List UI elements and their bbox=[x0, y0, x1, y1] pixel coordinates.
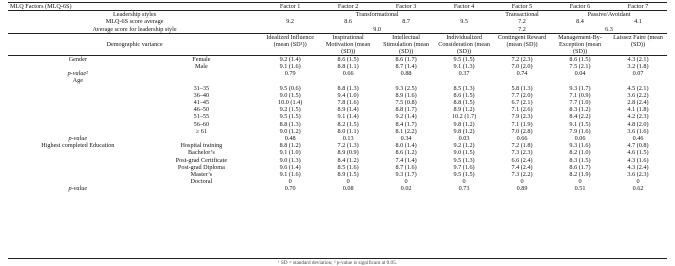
cell: 4.3 (1.6) bbox=[627, 156, 649, 164]
row-label: MLQ-6S score average bbox=[105, 18, 164, 26]
row-label: Female bbox=[192, 55, 211, 63]
cell: 0.73 bbox=[458, 185, 470, 193]
cell: 9.1 (1.6) bbox=[279, 171, 301, 179]
row-label: Master’s bbox=[190, 171, 213, 179]
cell: 8.8 (1.7) bbox=[395, 106, 417, 114]
cell: 9.2 (1.4) bbox=[395, 113, 417, 121]
cell: 7.2 (1.8) bbox=[511, 142, 533, 150]
table-row bbox=[8, 63, 667, 70]
cell: 7.9 (1.6) bbox=[569, 127, 591, 135]
cell: 3.6 (2.2) bbox=[627, 91, 649, 99]
table-row bbox=[8, 157, 667, 164]
cell: 3.6 (1.6) bbox=[627, 127, 649, 135]
cell: 7.3 (2.2) bbox=[511, 171, 533, 179]
cell: 9.1 (1.0) bbox=[279, 149, 301, 157]
table-row bbox=[8, 55, 667, 63]
column-header: Intellectual Stimulation (mean (SD)) bbox=[377, 33, 435, 55]
cell: 9.0 (1.3) bbox=[279, 156, 301, 164]
cell: 9.1 (1.4) bbox=[337, 113, 359, 121]
cell: 0.89 bbox=[516, 185, 528, 193]
row-label: Hospital training bbox=[180, 142, 223, 150]
cell: 7.9 (2.3) bbox=[511, 113, 533, 121]
cell: 0.70 bbox=[284, 185, 296, 193]
cell: 0.08 bbox=[342, 185, 354, 193]
column-header: Inspirational Motivation (mean (SD)) bbox=[319, 33, 377, 55]
table-row bbox=[8, 106, 667, 113]
cell: 7.0 (2.0) bbox=[511, 63, 533, 71]
p-value-label: p-value bbox=[68, 185, 88, 193]
table-row bbox=[8, 171, 667, 178]
group-label: Highest completed Education bbox=[41, 142, 115, 150]
cell: 9.5 (1.5) bbox=[453, 55, 475, 63]
cell: 8.2 (1.0) bbox=[569, 149, 591, 157]
cell: 9.0 (1.2) bbox=[279, 127, 301, 135]
cell: 0.03 bbox=[458, 135, 470, 143]
cell: 8.3 (1.5) bbox=[569, 156, 591, 164]
cell: 7.5 (2.1) bbox=[569, 63, 591, 71]
table-row bbox=[8, 142, 667, 149]
cell: 8.6 bbox=[344, 18, 352, 26]
table-header-row bbox=[8, 3, 667, 11]
mlq-average-row bbox=[8, 18, 667, 25]
cell: 4.7 (0.8) bbox=[627, 142, 649, 150]
cell: 0 bbox=[636, 178, 640, 186]
cell: 8.6 (1.7) bbox=[569, 163, 591, 171]
cell: 8.4 (1.2) bbox=[337, 156, 359, 164]
cell: 0.66 bbox=[516, 135, 528, 143]
cell: 8.6 (1.5) bbox=[569, 55, 591, 63]
cell: 8.7 bbox=[402, 18, 410, 26]
column-header: Laissez Faire (mean (SD)) bbox=[609, 33, 667, 55]
cell: 9.1 (1.6) bbox=[279, 63, 301, 71]
column-header: Contingent Reward (mean (SD)) bbox=[493, 33, 551, 55]
cell: 8.2 (1.5) bbox=[337, 120, 359, 128]
factor-header: Factor 6 bbox=[551, 3, 609, 11]
style-transactional: Transactional bbox=[505, 11, 539, 19]
cell: 0.07 bbox=[632, 70, 644, 78]
row-label: Post-grad Diploma bbox=[177, 163, 225, 171]
cell: 4.1 (1.8) bbox=[627, 106, 649, 114]
cell: 0.51 bbox=[574, 185, 586, 193]
cell: 7.1 (2.6) bbox=[511, 106, 533, 114]
p-value-row bbox=[8, 185, 667, 192]
cell: 7.7 (1.0) bbox=[569, 99, 591, 107]
cell: 8.1 (2.2) bbox=[395, 127, 417, 135]
cell: 8.9 (1.5) bbox=[337, 171, 359, 179]
cell: 0 bbox=[404, 178, 408, 186]
cell: 8.7 (1.4) bbox=[395, 63, 417, 71]
cell: 8.6 (1.2) bbox=[395, 149, 417, 157]
cell: 8.5 (1.3) bbox=[453, 84, 475, 92]
cell: 9.0 (1.5) bbox=[453, 149, 475, 157]
cell: 8.8 (1.3) bbox=[279, 120, 301, 128]
cell: 0.88 bbox=[400, 70, 412, 78]
table-row bbox=[8, 149, 667, 156]
cell: 4.6 (1.5) bbox=[627, 149, 649, 157]
row-label: 51–55 bbox=[193, 113, 210, 121]
cell: 8.6 (1.5) bbox=[337, 55, 359, 63]
cell: 5.8 (1.3) bbox=[511, 84, 533, 92]
table-footnote: ¹ SD = standard deviation; ² p-value is significant at 0.05. bbox=[8, 258, 667, 266]
cell: 6.7 (2.1) bbox=[511, 99, 533, 107]
row-label: Bachelor’s bbox=[188, 149, 215, 157]
p-value-row bbox=[8, 135, 667, 142]
factor-header: Factor 5 bbox=[493, 3, 551, 11]
cell: 3.2 (1.8) bbox=[627, 63, 649, 71]
cell: 0.79 bbox=[284, 70, 296, 78]
cell: 4.3 (2.1) bbox=[627, 55, 649, 63]
table-row bbox=[8, 113, 667, 120]
group-header-row bbox=[8, 77, 667, 84]
factor-header: Factor 1 bbox=[261, 3, 319, 11]
cell: 0.34 bbox=[400, 135, 412, 143]
cell: 0.02 bbox=[400, 185, 412, 193]
row-label: Male bbox=[195, 63, 208, 71]
p-value-row bbox=[8, 70, 667, 77]
table-row bbox=[8, 85, 667, 92]
cell: 0.13 bbox=[342, 135, 354, 143]
cell: 8.9 (1.4) bbox=[337, 106, 359, 114]
group-label: Age bbox=[72, 77, 83, 85]
cell: 9.2 bbox=[286, 18, 295, 26]
cell: 9.2 (1.2) bbox=[453, 142, 475, 150]
cell: 9.3 (1.6) bbox=[569, 142, 591, 150]
cell: 0.37 bbox=[458, 70, 470, 78]
table-title: MLQ Factors (MLQ-6S) bbox=[8, 3, 261, 11]
cell: 9.4 (1.0) bbox=[337, 91, 359, 99]
row-label: Post-grad Certificate bbox=[175, 156, 228, 164]
cell: 0 bbox=[346, 178, 350, 186]
cell: 0.74 bbox=[516, 70, 528, 78]
cell: 8.9 (0.9) bbox=[337, 149, 359, 157]
cell: 8.4 (2.2) bbox=[569, 113, 591, 121]
row-label: 31–35 bbox=[193, 84, 210, 92]
cell: 9.8 (1.2) bbox=[453, 127, 475, 135]
cell: 0.48 bbox=[284, 135, 296, 143]
cell: 8.9 (1.2) bbox=[453, 106, 475, 114]
cell: 8.3 (1.2) bbox=[569, 106, 591, 114]
table-row bbox=[8, 128, 667, 135]
cell: 0.06 bbox=[574, 135, 586, 143]
table-row bbox=[8, 121, 667, 128]
cell: 0 bbox=[462, 178, 466, 186]
cell: 8.2 (1.9) bbox=[569, 171, 591, 179]
cell: 8.9 (1.6) bbox=[395, 91, 417, 99]
cell: 8.8 (1.3) bbox=[337, 84, 359, 92]
cell: 7.1 (0.9) bbox=[569, 91, 591, 99]
style-transformational: Transformational bbox=[355, 11, 399, 19]
cell: 9.5 (1.5) bbox=[279, 113, 301, 121]
cell: 7.0 (2.8) bbox=[511, 127, 533, 135]
column-header: Idealized Influence (mean (SD¹)) bbox=[261, 33, 319, 55]
cell: 9.0 bbox=[261, 26, 493, 34]
style-passive: Passive/Avoidant bbox=[587, 11, 631, 19]
cell: 4.5 (2.1) bbox=[627, 84, 649, 92]
cell: 0.62 bbox=[632, 185, 644, 193]
row-label: Average score for leadership style bbox=[8, 26, 261, 34]
row-label: ≥ 61 bbox=[195, 127, 207, 135]
cell: 9.3 (1.7) bbox=[395, 171, 417, 179]
table-row bbox=[8, 178, 667, 185]
cell: 6.6 (2.4) bbox=[511, 156, 533, 164]
cell: 9.2 (1.5) bbox=[279, 106, 301, 114]
cell: 0.66 bbox=[342, 70, 354, 78]
cell: 0.04 bbox=[574, 70, 586, 78]
cell: 0 bbox=[578, 178, 582, 186]
table-row bbox=[8, 92, 667, 99]
style-average-row bbox=[8, 26, 667, 34]
row-label: Doctoral bbox=[190, 178, 213, 186]
cell: 7.3 (2.3) bbox=[511, 149, 533, 157]
cell: 7.5 (0.8) bbox=[395, 99, 417, 107]
row-label: 46–50 bbox=[193, 106, 210, 114]
table-row bbox=[8, 164, 667, 171]
cell: 9.0 (1.5) bbox=[279, 91, 301, 99]
cell: 10.2 (1.7) bbox=[451, 113, 477, 121]
cell: 3.6 (2.3) bbox=[627, 171, 649, 179]
cell: 6.3 bbox=[551, 26, 667, 34]
cell: 9.5 bbox=[460, 18, 468, 26]
cell: 4.2 (2.3) bbox=[627, 113, 649, 121]
cell: 4.8 (2.0) bbox=[627, 120, 649, 128]
cell: 7.2 (1.3) bbox=[337, 142, 359, 150]
cell: 9.1 (1.3) bbox=[453, 63, 475, 71]
factor-header: Factor 7 bbox=[609, 3, 667, 11]
cell: 9.5 (1.5) bbox=[453, 171, 475, 179]
cell: 9.5 (0.6) bbox=[279, 84, 301, 92]
mlq-factors-table bbox=[8, 2, 667, 193]
factor-header: Factor 3 bbox=[377, 3, 435, 11]
group-label: Gender bbox=[68, 55, 87, 63]
cell: 9.8 (1.2) bbox=[453, 120, 475, 128]
row-label: Leadership styles bbox=[113, 11, 157, 19]
row-label: 36–40 bbox=[193, 91, 210, 99]
cell: 7.7 (2.0) bbox=[511, 91, 533, 99]
factor-header: Factor 2 bbox=[319, 3, 377, 11]
cell: 7.2 bbox=[493, 26, 551, 34]
cell: 7.8 (1.6) bbox=[337, 99, 359, 107]
cell: 9.5 (1.3) bbox=[453, 156, 475, 164]
column-header: Management-By-Exception (mean (SD)) bbox=[551, 33, 609, 55]
demographic-header-row bbox=[8, 33, 667, 55]
cell: 8.0 (1.4) bbox=[395, 142, 417, 150]
cell: 7.4 (2.4) bbox=[511, 163, 533, 171]
cell: 4.1 bbox=[634, 18, 642, 26]
cell: 8.8 (1.2) bbox=[279, 142, 301, 150]
cell: 7.2 bbox=[518, 18, 526, 26]
cell: 9.6 (1.4) bbox=[279, 163, 301, 171]
cell: 4.3 (2.4) bbox=[627, 163, 649, 171]
cell: 9.1 (1.5) bbox=[569, 120, 591, 128]
table-row bbox=[8, 99, 667, 106]
cell: 7.1 (1.9) bbox=[511, 120, 533, 128]
column-header: Individualized Consideration (mean (SD)) bbox=[435, 33, 493, 55]
cell: 8.8 (1.1) bbox=[337, 63, 359, 71]
cell: 8.4 (1.7) bbox=[395, 120, 417, 128]
cell: 0.46 bbox=[632, 135, 644, 143]
cell: 9.2 (1.4) bbox=[279, 55, 301, 63]
cell: 8.5 (1.6) bbox=[337, 163, 359, 171]
factor-header: Factor 4 bbox=[435, 3, 493, 11]
cell: 8.7 (1.6) bbox=[395, 163, 417, 171]
row-label: 41–45 bbox=[193, 99, 210, 107]
cell: 9.3 (1.7) bbox=[569, 84, 591, 92]
cell: 7.4 (1.4) bbox=[395, 156, 417, 164]
p-value-label: p-value² bbox=[67, 70, 88, 78]
cell: 7.2 (2.3) bbox=[511, 55, 533, 63]
cell: 0 bbox=[288, 178, 292, 186]
cell: 10.0 (1.4) bbox=[278, 99, 303, 107]
cell: 8.0 (1.1) bbox=[337, 127, 359, 135]
cell: 2.8 (2.4) bbox=[627, 99, 649, 107]
cell: 8.6 (1.7) bbox=[395, 55, 417, 63]
cell: 8.4 bbox=[576, 18, 584, 26]
cell: 8.8 (1.5) bbox=[453, 99, 475, 107]
leadership-styles-row bbox=[8, 11, 667, 19]
cell: 9.3 (2.5) bbox=[395, 84, 417, 92]
row-label: Demographic variance bbox=[8, 33, 261, 55]
p-value-label: p-value bbox=[68, 135, 88, 143]
cell: 8.6 (1.5) bbox=[453, 91, 475, 99]
cell: 9.7 (1.6) bbox=[453, 163, 475, 171]
cell: 0 bbox=[520, 178, 524, 186]
row-label: 56–60 bbox=[193, 120, 210, 128]
